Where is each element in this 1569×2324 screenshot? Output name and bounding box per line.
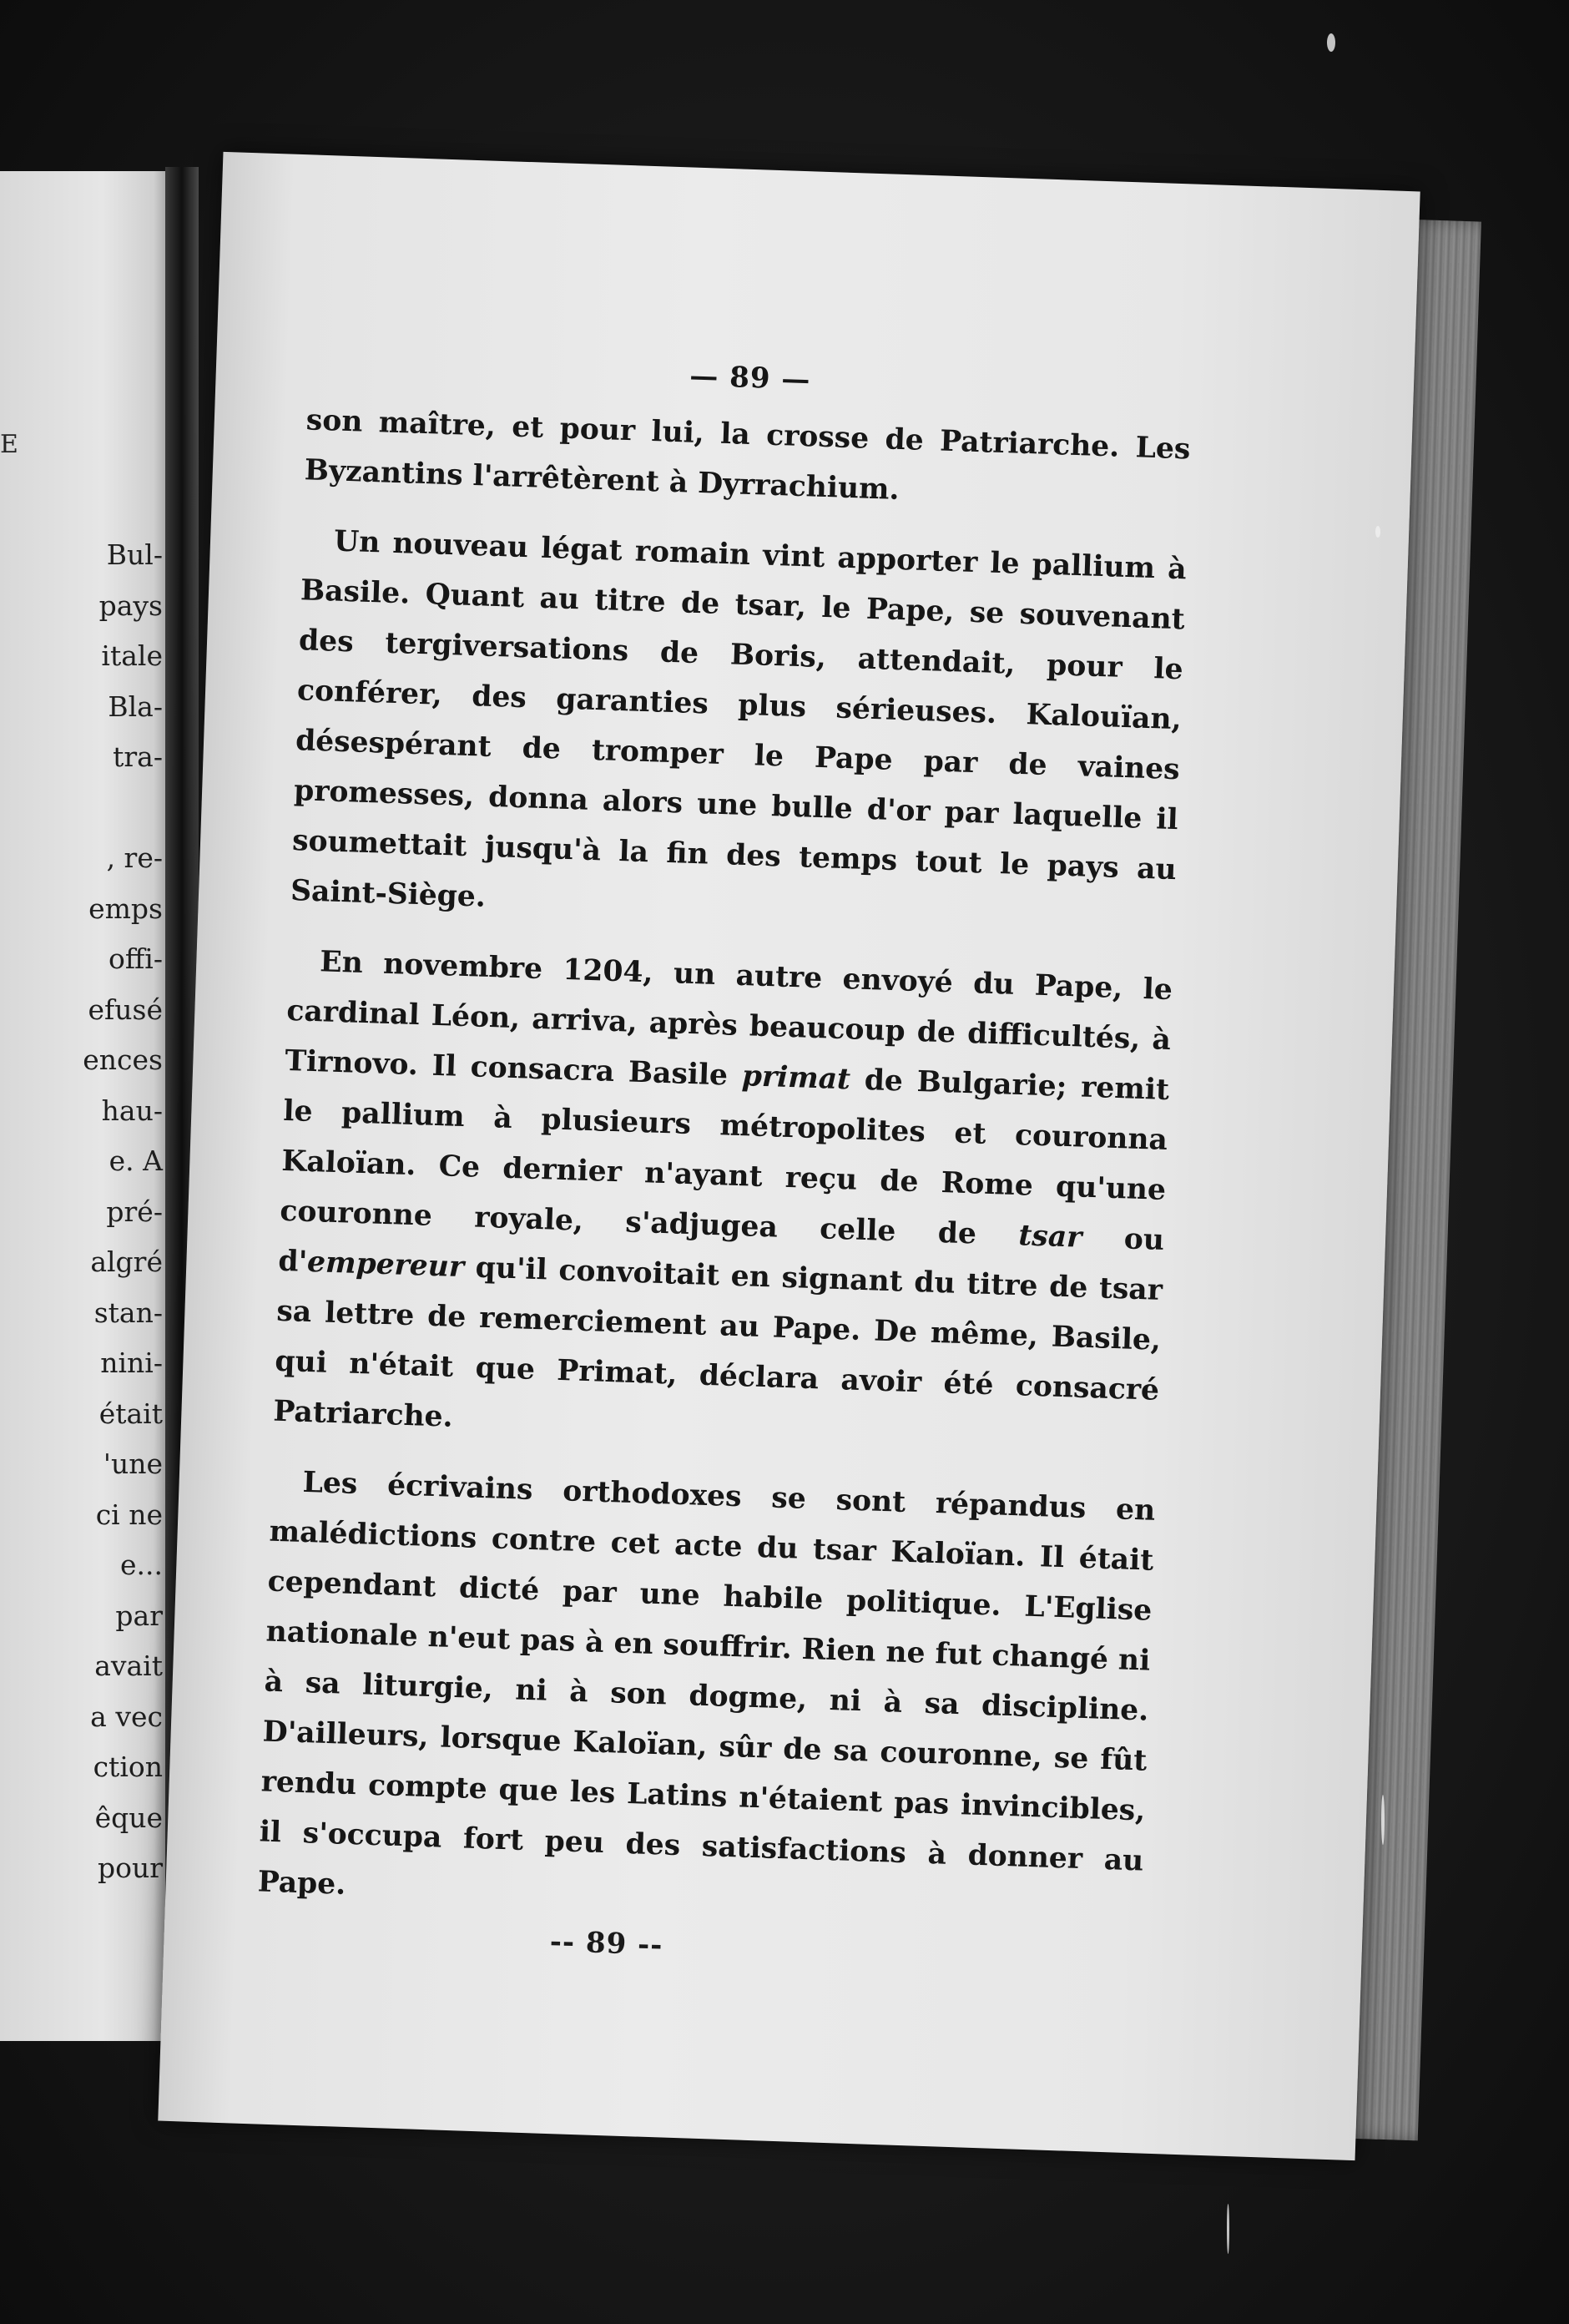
paragraph-3-part-b: de Bulgarie; remit le pallium à plusieurs métropolites et couronna Kaloïan. Ce dernier n'ayant reçu de Rome qu'une couronne royale, s'adjugea celle de bbox=[279, 1063, 1170, 1253]
left-page-marker: E bbox=[0, 430, 18, 459]
paragraph-1: son maître, et pour lui, la crosse de Patriarche. Les Byzantins l'arrêtèrent à Dyrrachium. bbox=[304, 403, 1191, 507]
left-page-line: Bla- bbox=[108, 690, 163, 723]
left-facing-page bbox=[0, 171, 171, 2041]
left-page-line: efusé bbox=[88, 993, 163, 1026]
left-page-line: emps bbox=[88, 892, 163, 925]
left-page-line bbox=[83, 783, 163, 834]
paragraph-3-part-a: En novembre 1204, un autre envoyé du Pape, le cardinal Léon, arriva, après beaucoup de difficultés, à Tirnovo. Il consacra Basile bbox=[284, 945, 1173, 1094]
left-page-line: avait bbox=[94, 1650, 163, 1682]
left-page-line: pays bbox=[98, 589, 163, 622]
page-number-top: — 89 — bbox=[689, 359, 812, 397]
left-page-line: itale bbox=[101, 639, 163, 672]
dust-speck bbox=[1327, 33, 1335, 52]
italic-tsar: tsar bbox=[1017, 1219, 1082, 1255]
left-page-line: ences bbox=[83, 1043, 163, 1076]
left-page-line: ci ne bbox=[95, 1498, 163, 1531]
left-page-line: algré bbox=[90, 1245, 163, 1278]
left-page-line: hau- bbox=[101, 1094, 163, 1127]
left-page-line: ction bbox=[93, 1751, 163, 1783]
left-page-line: pré- bbox=[106, 1195, 163, 1228]
left-page-line: nini- bbox=[100, 1346, 163, 1379]
left-page-line: , re- bbox=[106, 841, 163, 874]
italic-primat: primat bbox=[741, 1059, 851, 1097]
left-page-line: offi- bbox=[108, 942, 163, 975]
left-page-line: tra- bbox=[113, 740, 163, 773]
dust-speck bbox=[1381, 1795, 1385, 1845]
left-page-line: 'une bbox=[103, 1447, 163, 1480]
paragraph-3 bbox=[273, 936, 1173, 1466]
left-page-line: e. A bbox=[108, 1144, 163, 1177]
left-page-line: stan- bbox=[93, 1296, 163, 1329]
left-page-line: êque bbox=[94, 1801, 163, 1834]
page-text-block bbox=[257, 346, 1193, 1936]
paragraph-2: Un nouveau légat romain vint apporter le pallium à Basile. Quant au titre de tsar, le Pape, se souvenant des tergiversations de Boris, attendait, pour le conférer, des garanties plus sérieuses. Kalouïan, désespérant de tromper le Pape par de vaines promesses, donna alors une bulle d'or par laquelle il soumettait jusqu'à la fin des temps tout le pays au Saint-Siège. bbox=[290, 524, 1188, 914]
left-page-line: a vec bbox=[90, 1700, 163, 1733]
dust-speck bbox=[1375, 526, 1380, 538]
left-page-line: Bul- bbox=[106, 538, 163, 571]
page-number-bottom: -- 89 -- bbox=[549, 1925, 663, 1963]
paragraph-3-part-c: ou d' bbox=[277, 1220, 1165, 1279]
dust-speck bbox=[1227, 2204, 1229, 2254]
left-page-line: par bbox=[115, 1599, 163, 1632]
left-page-line: était bbox=[98, 1397, 163, 1430]
italic-empereur: empereur bbox=[306, 1245, 465, 1285]
paragraph-4: Les écrivains orthodoxes se sont répandus en malédictions contre cet acte du tsar Kaloïan. Il était cependant dicté par une habile politique. L'Eglise nationale n'eut pas à en souffrir. Rien ne fut changé ni à sa liturgie, ni à son dogme, ni à sa discipline. D'ailleurs, lorsque Kaloïan, sûr de sa couronne, se fût rendu compte que les Latins n'étaient pas invincibles, il s'occupa fort peu des satisfactions à donner au Pape. bbox=[257, 1465, 1156, 1902]
left-page-line: e... bbox=[120, 1548, 163, 1581]
left-page-text-fragments bbox=[83, 530, 163, 1894]
paragraph-3-part-d: qu'il convoitait en signant du titre de tsar sa lettre de remerciement au Pape. De même, Basile, qui n'était que Primat, déclara avoir été consacré Patriarche. bbox=[272, 1250, 1163, 1434]
left-page-line: pour bbox=[97, 1852, 163, 1884]
right-page bbox=[158, 152, 1420, 2160]
